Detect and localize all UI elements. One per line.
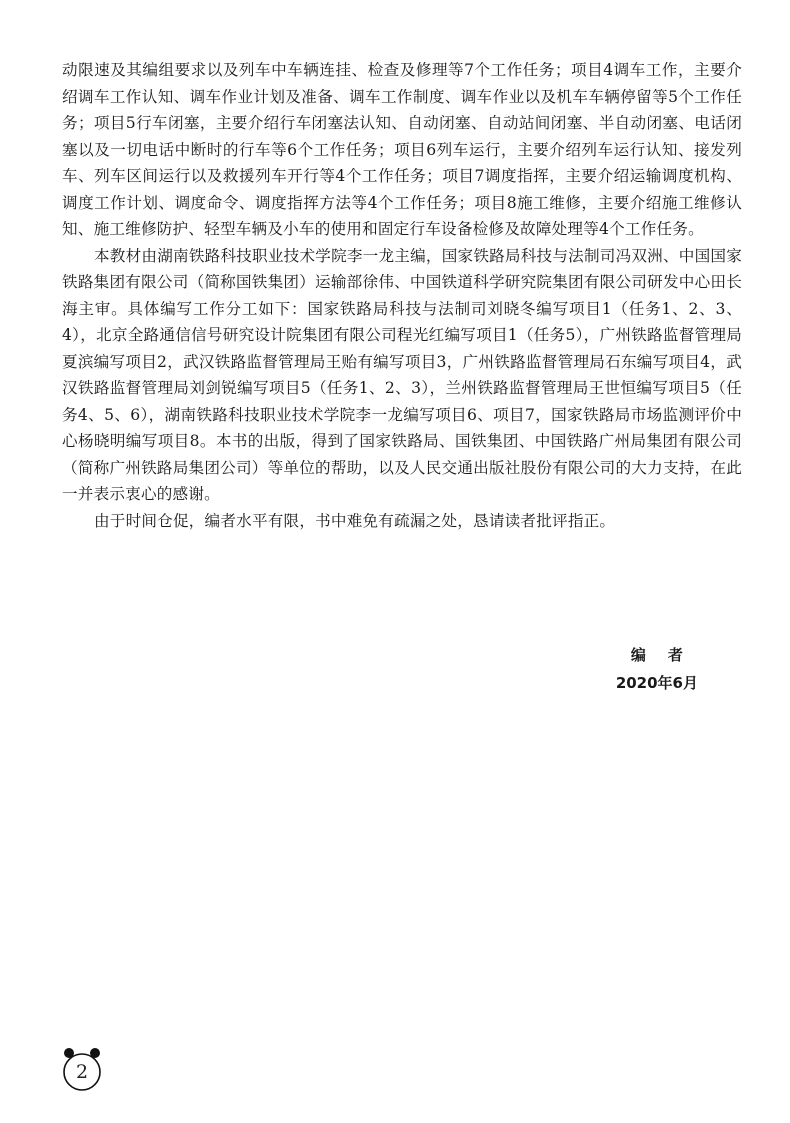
paragraph-authors: 本教材由湖南铁路科技职业技术学院李一龙主编，国家铁路局科技与法制司冯双洲、中国国家铁路集团有限公司（简称国铁集团）运输部徐伟、中国铁道科学研究院集团有限公司研发中心田长海主审。具体编写工作分工如下：国家铁路局科技与法制司刘晓冬编写项目1（任务1、2、3、4），北京全路通信信号研究设计院集团有限公司程光红编写项目1（任务5），广州铁路监督管理局夏滨编写项目2，武汉铁路监督管理局王贻有编写项目3，广州铁路监督管理局石东编写项目4，武汉铁路监督管理局刘剑锐编写项目5（任务1、2、3），兰州铁路监督管理局王世恒编写项目5（任务4、5、6），湖南铁路科技职业技术学院李一龙编写项目6、项目7，国家铁路局市场监测评价中心杨晓明编写项目8。本书的出版，得到了国家铁路局、国铁集团、中国铁路广州局集团有限公司（简称广州铁路局集团公司）等单位的帮助，以及人民交通出版社股份有限公司的大力支持，在此一并表示衷心的感谢。 — [62, 246, 742, 503]
signature-block — [615, 641, 705, 697]
signature-date: 2020年6月 — [615, 674, 698, 692]
paragraph-continuation: 动限速及其编组要求以及列车中车辆连挂、检查及修理等7个工作任务；项目4调车工作，主要介绍调车工作认知、调车作业计划及准备、调车工作制度、调车作业以及机车车辆停留等5个工作任务；项目5行车闭塞，主要介绍行车闭塞法认知、自动闭塞、自动站间闭塞、半自动闭塞、电话闭塞以及一切电话中断时的行车等6个工作任务；项目6列车运行，主要介绍列车运行认知、接发列车、列车区间运行以及救援列车开行等4个工作任务；项目7调度指挥，主要介绍运输调度机构、调度工作计划、调度命令、调度指挥方法等4个工作任务；项目8施工维修，主要介绍施工维修认知、施工维修防护、轻型车辆及小车的使用和固定行车设备检修及故障处理等4个工作任务。 — [62, 61, 742, 238]
page-number-badge — [62, 1046, 102, 1090]
page-body — [62, 57, 742, 534]
paragraph-closing: 由于时间仓促，编者水平有限，书中难免有疏漏之处，恳请读者批评指正。 — [94, 511, 616, 530]
page-number: 2 — [75, 1061, 89, 1083]
signature-author: 编者 — [630, 646, 705, 664]
